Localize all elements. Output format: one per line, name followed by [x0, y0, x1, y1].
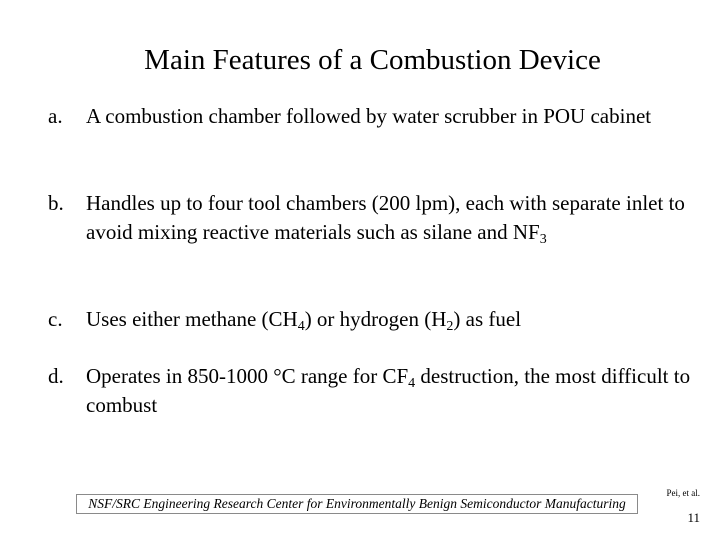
- bullet-text: [86, 362, 698, 420]
- bullet-text: A combustion chamber followed by water scrubber in POU cabinet: [86, 104, 652, 128]
- bullet-marker: c.: [48, 307, 63, 331]
- footer-banner: NSF/SRC Engineering Research Center for Environmentally Benign Semiconductor Manufacturing: [76, 494, 638, 514]
- bullet-marker: d.: [48, 364, 64, 388]
- bullet-text: [86, 305, 698, 334]
- bullet-text-part: ) or hydrogen (H: [304, 307, 447, 331]
- bullet-item-b: [48, 189, 698, 247]
- bullet-text-part: destruction, the most difficult to combust: [86, 364, 691, 417]
- bullet-marker: b.: [48, 191, 64, 215]
- subscript: 2: [446, 319, 454, 334]
- bullet-text: [86, 189, 698, 247]
- bullet-text-part: Uses either methane (CH: [86, 307, 298, 331]
- bullet-item-d: [48, 362, 698, 420]
- bullet-text-part: Handles up to four tool chambers (200 lpm), each with separate inlet to avoid mixing reactive materials such as silane and NF: [86, 191, 685, 244]
- bullet-item-c: [48, 305, 698, 334]
- subscript: 4: [408, 376, 416, 391]
- author-credit: Pei, et al.: [666, 488, 700, 498]
- slide-title: Main Features of a Combustion Device: [144, 44, 601, 76]
- bullet-text-part: ) as fuel: [453, 307, 522, 331]
- subscript: 3: [539, 232, 547, 247]
- bullet-text-part: Operates in 850-1000 °C range for CF: [86, 364, 409, 388]
- subscript: 4: [297, 319, 305, 334]
- bullet-item-a: [48, 102, 698, 131]
- page-number: 11: [687, 510, 700, 525]
- bullet-marker: a.: [48, 104, 63, 128]
